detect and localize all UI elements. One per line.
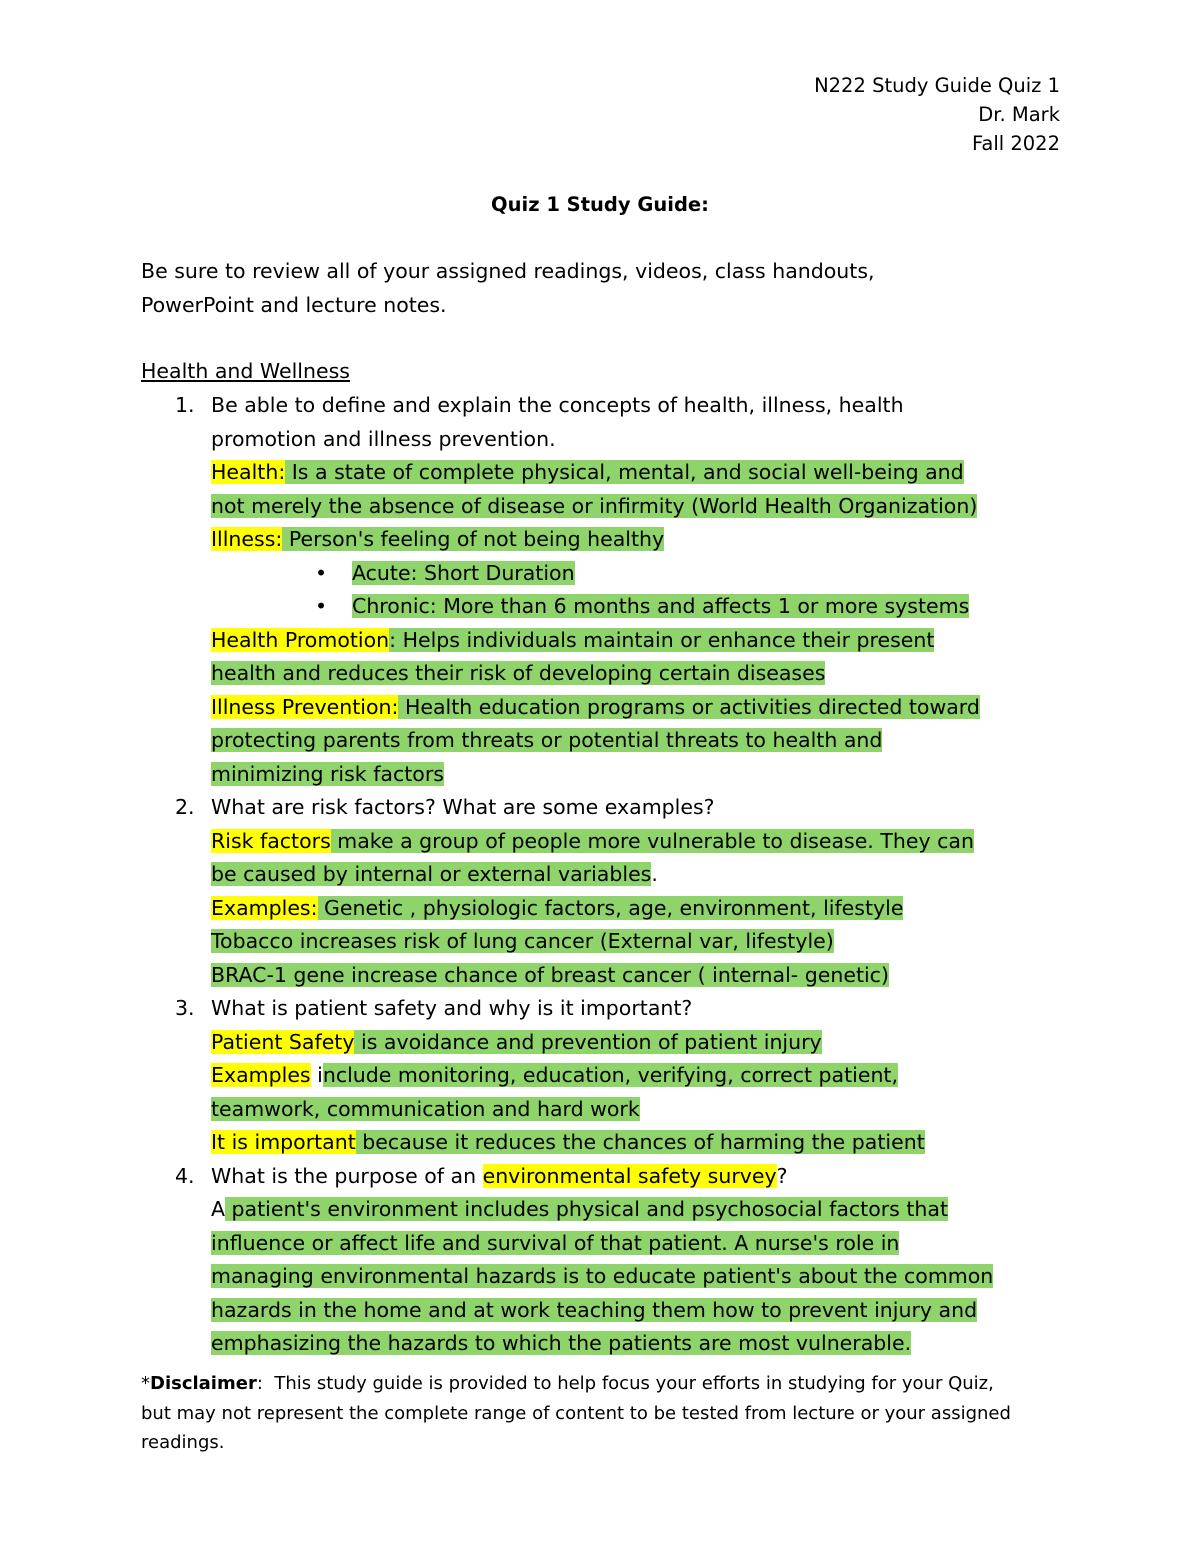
answer-line	[211, 724, 1071, 758]
answer-text: Health education programs or activities directed toward	[398, 694, 980, 719]
answer-text: Is a state of complete physical, mental, and social well-being and	[285, 460, 964, 484]
answer-text: emphasizing the hazards to which the patients are most vulnerable.	[211, 1331, 912, 1355]
answer-text: influence or affect life and survival of that patient. A nurse's role in	[211, 1230, 900, 1255]
item-number: 3.	[175, 996, 195, 1020]
intro-paragraph	[141, 255, 1071, 322]
header-course: N222 Study Guide Quiz 1	[814, 74, 1060, 97]
answer-line	[211, 959, 1071, 993]
answer-label: Illness Prevention:	[211, 694, 399, 719]
answer-line	[211, 657, 1071, 691]
answer-label: Health:	[211, 460, 286, 484]
answer-text: because it reduces the chances of harming the patient	[355, 1130, 925, 1154]
answer-text: make a group of people more vulnerable to disease. They can	[330, 828, 974, 853]
answer-label: Illness:	[211, 527, 283, 551]
answer-line	[211, 1260, 1071, 1294]
question-text	[211, 1160, 1071, 1194]
item-number: 1.	[175, 393, 195, 417]
answer-text: health and reduces their risk of developing certain diseases	[211, 661, 826, 685]
disclaimer-line: but may not represent the complete range of content to be tested from lecture or your assigned	[141, 1402, 1011, 1424]
answer-lead: A	[211, 1197, 226, 1221]
answer-line	[211, 523, 1071, 557]
answer-line	[211, 1193, 1071, 1227]
disclaimer-label: Disclaimer	[150, 1373, 257, 1394]
question-text: promotion and illness prevention.	[211, 426, 556, 451]
answer-text: be caused by internal or external variables	[211, 862, 652, 886]
intro-line-1: Be sure to review all of your assigned readings, videos, class handouts,	[141, 259, 875, 283]
disclaimer-text: This study guide is provided to help focus your efforts in studying for your Quiz,	[262, 1373, 994, 1394]
answer-line	[211, 1227, 1071, 1261]
header-instructor: Dr. Mark	[978, 103, 1060, 126]
question-post: ?	[776, 1163, 788, 1188]
answer-text: nclude monitoring, education, verifying, correct patient,	[322, 1063, 898, 1087]
answer-text: BRAC-1 gene increase chance of breast cancer ( internal- genetic)	[211, 962, 889, 987]
answer-label: Health Promotion	[211, 627, 390, 652]
answer-label: Patient Safety	[211, 1029, 355, 1054]
list-item-1	[141, 389, 1071, 791]
intro-line-2: PowerPoint and lecture notes.	[141, 292, 447, 317]
section-heading: Health and Wellness	[141, 359, 350, 383]
question-highlight: environmental safety survey	[482, 1163, 777, 1188]
bullet-text: Chronic: More than 6 months and affects 1 or more systems	[352, 594, 970, 618]
bullet-icon: •	[315, 594, 328, 618]
disclaimer-line: readings.	[141, 1432, 225, 1453]
answer-line	[211, 624, 1071, 658]
answer-line	[211, 758, 1071, 792]
disclaimer-star: *	[141, 1373, 150, 1394]
header-term: Fall 2022	[971, 132, 1060, 155]
answer-text: protecting parents from threats or potential threats to health and	[211, 728, 883, 752]
answer-line	[211, 456, 1071, 490]
answer-text: Genetic , physiologic factors, age, environment, lifestyle	[317, 895, 904, 920]
page-title: Quiz 1 Study Guide:	[491, 193, 709, 216]
list-item-4	[141, 1160, 1071, 1361]
answer-period: .	[651, 862, 658, 886]
answer-text: managing environmental hazards is to educate patient's about the common	[211, 1264, 994, 1288]
answer-line	[211, 1059, 1071, 1093]
answer-label: Examples:	[211, 895, 318, 920]
disclaimer	[141, 1369, 1071, 1458]
item-number: 4.	[175, 1163, 195, 1188]
answer-line	[211, 490, 1071, 524]
bullet-text: Acute: Short Duration	[352, 560, 575, 585]
question-text: What is patient safety and why is it important?	[211, 996, 693, 1020]
answer-line	[211, 892, 1071, 926]
answer-line	[211, 1093, 1071, 1127]
answer-text: Person's feeling of not being healthy	[282, 527, 665, 551]
answer-label: It is important	[211, 1130, 356, 1154]
answer-gap: i	[310, 1063, 323, 1087]
list-item-2	[141, 791, 1071, 992]
question-list	[141, 389, 1071, 1361]
answer-line	[211, 1126, 1071, 1160]
disclaimer-colon: :	[256, 1373, 263, 1394]
answer-line	[211, 925, 1071, 959]
answer-text: is avoidance and prevention of patient injury	[354, 1029, 822, 1054]
answer-text: not merely the absence of disease or infirmity (World Health Organization)	[211, 493, 978, 518]
answer-text: minimizing risk factors	[211, 761, 444, 786]
question-pre: What is the purpose of an	[211, 1163, 483, 1188]
item-number: 2.	[175, 795, 195, 819]
answer-text: : Helps individuals maintain or enhance their present	[389, 627, 935, 652]
answer-label: Examples	[211, 1063, 311, 1087]
answer-line	[211, 1327, 1071, 1361]
bullet-item	[211, 590, 1071, 624]
answer-text: teamwork, communication and hard work	[211, 1096, 640, 1121]
page-header	[814, 71, 1060, 158]
question-text: What are risk factors? What are some examples?	[211, 795, 715, 819]
answer-text: patient's environment includes physical and psychosocial factors that	[225, 1197, 948, 1221]
bullet-item	[211, 557, 1071, 591]
answer-line	[211, 858, 1071, 892]
answer-line	[211, 1294, 1071, 1328]
question-text: Be able to define and explain the concepts of health, illness, health	[211, 393, 904, 417]
answer-line	[211, 691, 1071, 725]
disclaimer-line	[141, 1369, 1071, 1399]
answer-text: hazards in the home and at work teaching them how to prevent injury and	[211, 1297, 978, 1322]
answer-line	[211, 825, 1071, 859]
answer-line	[211, 1026, 1071, 1060]
list-item-3	[141, 992, 1071, 1160]
answer-label: Risk factors	[211, 828, 331, 853]
bullet-icon: •	[315, 560, 328, 585]
answer-text: Tobacco increases risk of lung cancer (External var, lifestyle)	[211, 929, 834, 953]
